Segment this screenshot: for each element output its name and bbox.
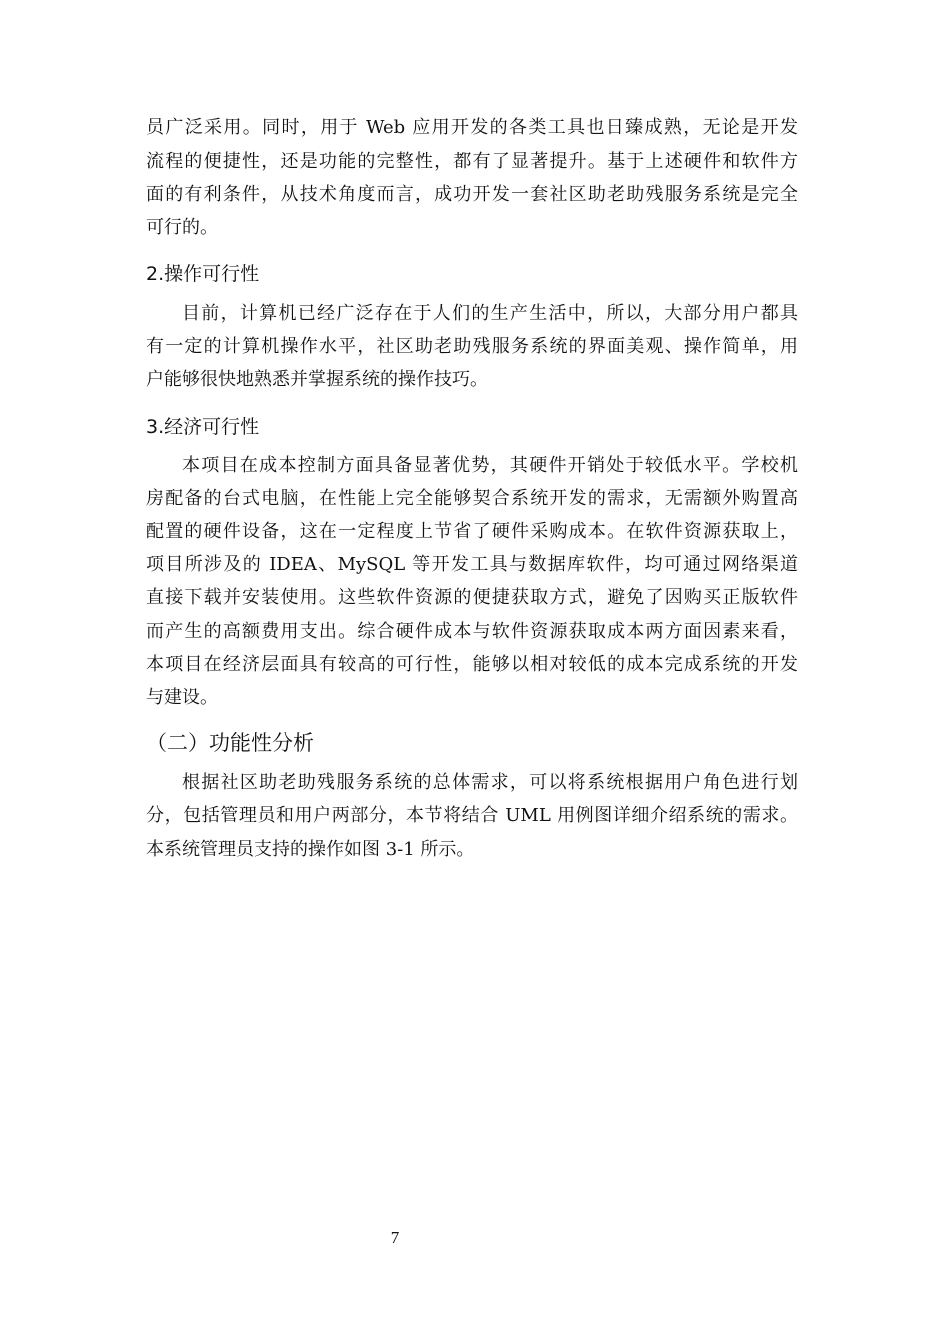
section-heading: 3.经济可行性 bbox=[146, 416, 260, 438]
paragraph-line: 房配备的台式电脑，在性能上完全能够契合系统开发的需求，无需额外购置高 bbox=[146, 488, 798, 509]
paragraph-line: 有一定的计算机操作水平，社区助老助残服务系统的界面美观、操作简单，用 bbox=[146, 336, 798, 357]
paragraph-line: 可行的。 bbox=[146, 217, 218, 238]
paragraph-line: 分，包括管理员和用户两部分，本节将结合 UML 用例图详细介绍系统的需求。 bbox=[146, 805, 798, 826]
paragraph-line: 面的有利条件，从技术角度而言，成功开发一套社区助老助残服务系统是完全 bbox=[146, 184, 798, 205]
paragraph-line: 员广泛采用。同时，用于 Web 应用开发的各类工具也日臻成熟，无论是开发 bbox=[146, 117, 798, 138]
page-number: 7 bbox=[390, 1228, 400, 1247]
paragraph-line: 本项目在经济层面具有较高的可行性，能够以相对较低的成本完成系统的开发 bbox=[146, 654, 798, 675]
paragraph-line: 本系统管理员支持的操作如图 3-1 所示。 bbox=[146, 839, 475, 860]
paragraph-line: 项目所涉及的 IDEA、MySQL 等开发工具与数据库软件，均可通过网络渠道 bbox=[146, 554, 798, 575]
paragraph-line: 与建设。 bbox=[146, 687, 218, 708]
paragraph-line: 直接下载并安装使用。这些软件资源的便捷获取方式，避免了因购买正版软件 bbox=[146, 587, 798, 608]
subsection-heading: （二）功能性分析 bbox=[146, 731, 314, 755]
paragraph-line: 户能够很快地熟悉并掌握系统的操作技巧。 bbox=[146, 369, 488, 390]
paragraph-line: 本项目在成本控制方面具备显著优势，其硬件开销处于较低水平。学校机 bbox=[182, 455, 798, 476]
paragraph-line: 目前，计算机已经广泛存在于人们的生产生活中，所以，大部分用户都具 bbox=[182, 303, 798, 324]
paragraph-line: 流程的便捷性，还是功能的完整性，都有了显著提升。基于上述硬件和软件方 bbox=[146, 151, 798, 172]
paragraph-line: 配置的硬件设备，这在一定程度上节省了硬件采购成本。在软件资源获取上， bbox=[146, 521, 798, 542]
paragraph-line: 而产生的高额费用支出。综合硬件成本与软件资源获取成本两方面因素来看， bbox=[146, 621, 798, 642]
paragraph-line: 根据社区助老助残服务系统的总体需求，可以将系统根据用户角色进行划 bbox=[182, 772, 798, 793]
section-heading: 2.操作可行性 bbox=[146, 263, 260, 285]
